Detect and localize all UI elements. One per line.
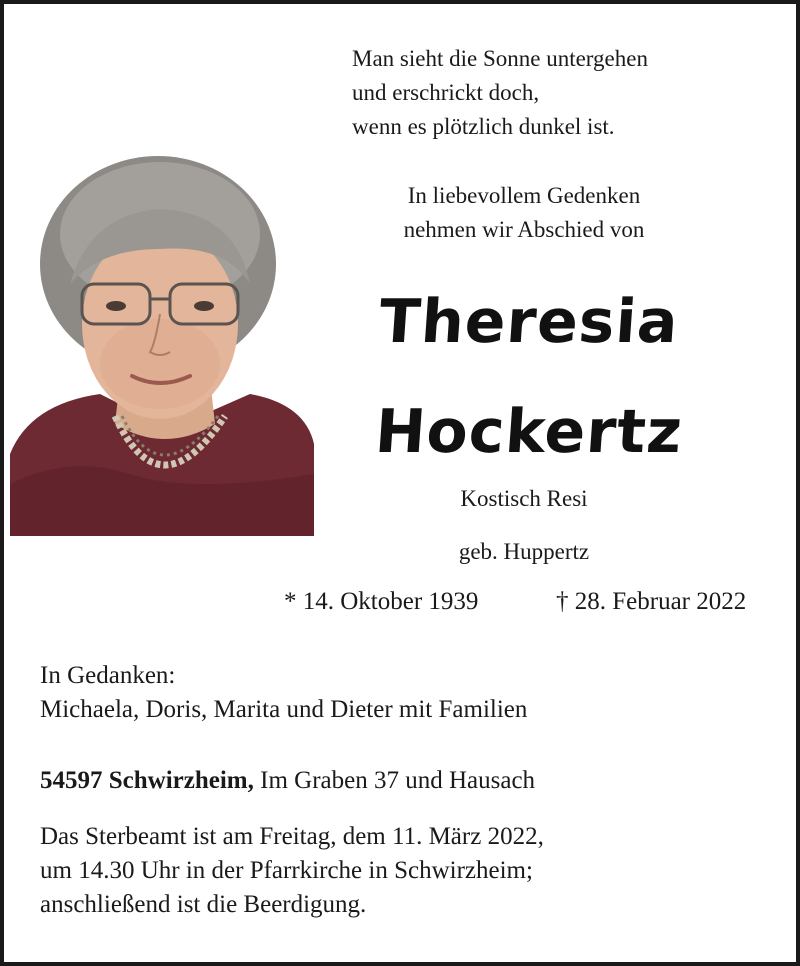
quote-line: Man sieht die Sonne untergehen: [352, 46, 648, 71]
intro-line: nehmen wir Abschied von: [403, 217, 645, 242]
deceased-birth-name: geb. Huppertz: [458, 539, 590, 564]
address-rest: Im Graben 37 und Hausach: [260, 767, 536, 794]
portrait-photo: [10, 154, 314, 536]
mourners-block: [40, 659, 740, 727]
mourners-heading: In Gedanken:: [40, 662, 176, 689]
deceased-alias: Kostisch Resi: [460, 486, 588, 511]
funeral-service-info: [40, 820, 760, 922]
life-dates: [284, 587, 784, 617]
quote-line: und erschrickt doch,: [352, 80, 540, 105]
deceased-last-name: Hockertz: [372, 397, 686, 467]
deceased-first-name: Theresia: [376, 287, 682, 357]
intro-line: In liebevollem Gedenken: [407, 183, 641, 208]
death-date: † 28. Februar 2022: [556, 588, 747, 615]
memorial-quote: [352, 42, 772, 144]
mourners-names: Michaela, Doris, Marita und Dieter mit Familien: [40, 696, 528, 723]
address-line: [40, 764, 760, 798]
intro-text: [324, 179, 724, 247]
service-line: Das Sterbeamt ist am Freitag, dem 11. März 2022,: [40, 823, 544, 850]
service-line: anschließend ist die Beerdigung.: [40, 891, 367, 918]
address-city: 54597 Schwirzheim,: [40, 767, 254, 794]
quote-line: wenn es plötzlich dunkel ist.: [352, 114, 615, 139]
service-line: um 14.30 Uhr in der Pfarrkirche in Schwirzheim;: [40, 857, 533, 884]
birth-date: * 14. Oktober 1939: [284, 588, 479, 615]
